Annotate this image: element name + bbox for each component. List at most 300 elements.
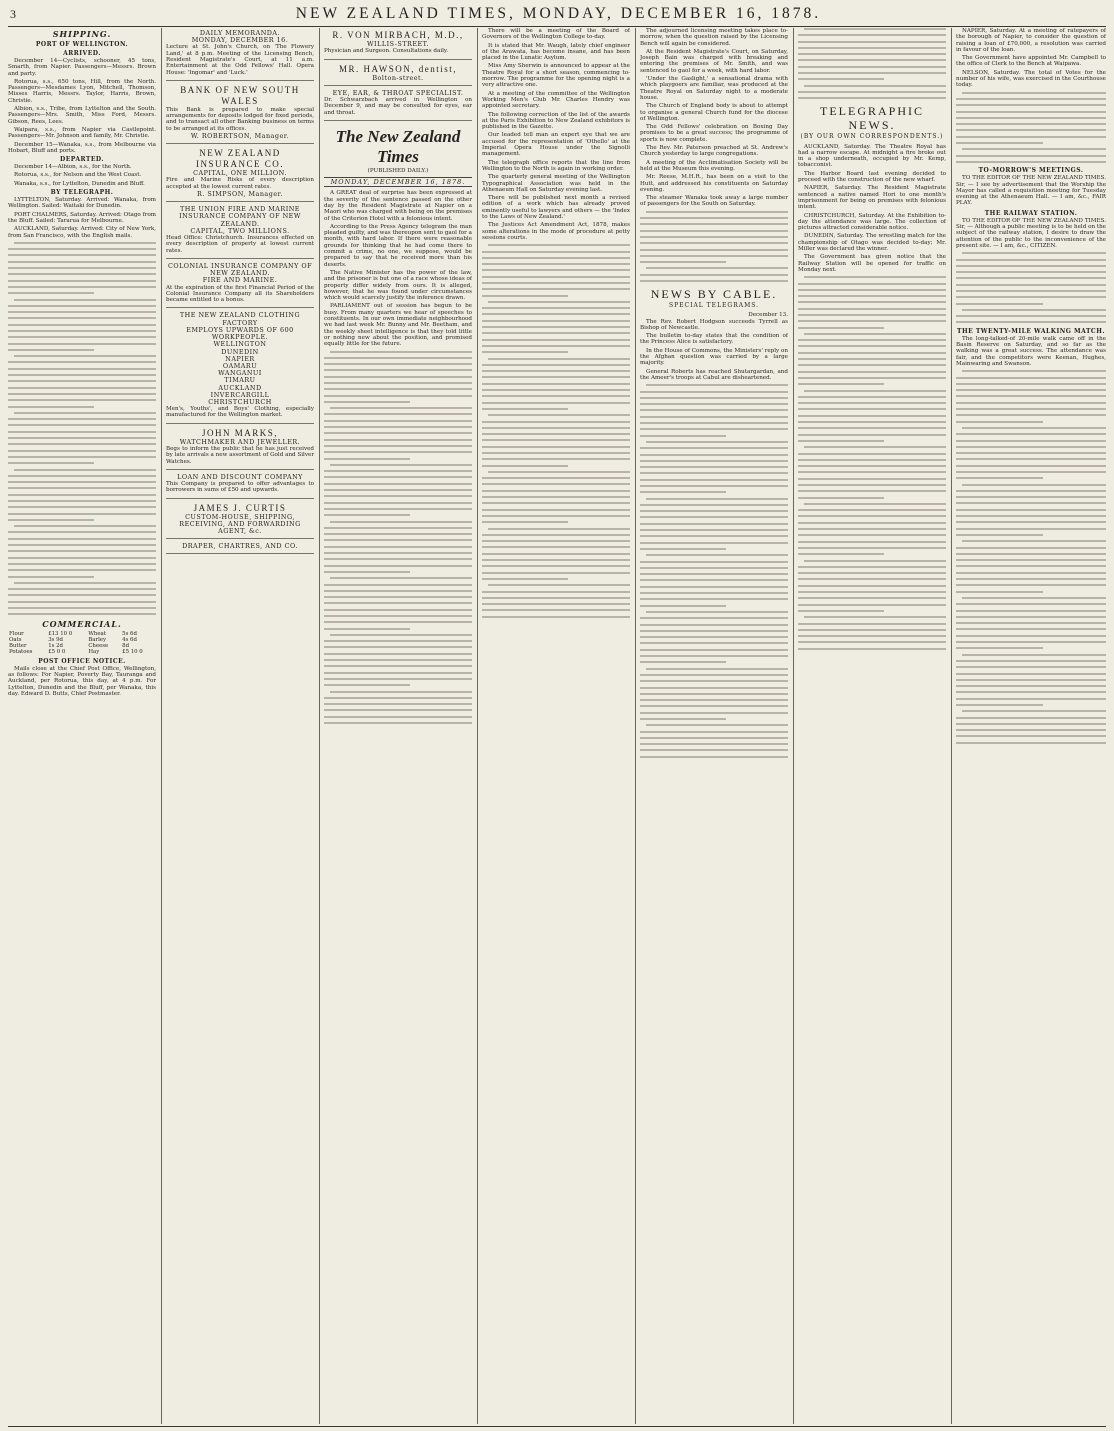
text-line — [8, 349, 94, 351]
text-line — [956, 521, 1106, 523]
telegraph-paragraph: AUCKLAND, Saturday. The Theatre Royal has had a narrow escape. At midnight a fire broke out in a shop underneath, occupied by Mr. Kemp, tobacconist. — [798, 143, 946, 169]
text-line — [8, 254, 156, 256]
commercial-heading: COMMERCIAL. — [42, 618, 122, 629]
text-line — [324, 439, 472, 441]
text-line — [798, 528, 946, 530]
column-divider — [635, 28, 636, 1424]
walking-match-body-text — [956, 370, 1106, 744]
text-line — [956, 452, 1106, 454]
text-line — [640, 642, 788, 644]
text-line — [640, 485, 788, 487]
text-line — [640, 516, 788, 518]
table-cell: Cheese — [88, 642, 109, 649]
text-line — [482, 616, 630, 618]
text-line — [956, 98, 1106, 100]
text-line — [324, 546, 472, 548]
text-line — [956, 735, 1106, 737]
text-line — [962, 252, 1106, 254]
text-line — [482, 313, 630, 315]
text-line — [956, 578, 1106, 580]
text-line — [956, 729, 1106, 731]
text-line — [798, 289, 946, 291]
text-line — [640, 699, 788, 701]
clothing-branch: AUCKLAND — [218, 383, 262, 392]
draper-title: DRAPER, CHARTRES, AND CO. — [182, 542, 298, 551]
curtis-sub: CUSTOM-HOUSE, SHIPPING, RECEIVING, AND FORWARDING AGENT, &c. — [179, 512, 301, 536]
text-line — [640, 454, 788, 456]
text-line — [8, 361, 156, 363]
walking-match-heading: THE TWENTY-MILE WALKING MATCH. — [957, 327, 1105, 335]
text-line — [482, 408, 568, 410]
text-line — [798, 459, 946, 461]
text-line — [8, 462, 94, 464]
local-news-continued — [640, 28, 788, 208]
telegraph-paragraph: CHRISTCHURCH, Saturday. At the Exhibition to-day the attendance was large. The collection of pictures attracted considerable notice. — [798, 212, 946, 232]
text-line — [324, 508, 472, 510]
union-text: Head Office: Christchurch. Insurances effected on every description of property at lowest current rates. — [166, 235, 314, 254]
text-line — [956, 572, 1106, 574]
text-line — [324, 697, 472, 699]
nameplate-subtitle: (PUBLISHED DAILY.) — [367, 167, 429, 174]
text-line — [798, 578, 946, 580]
provincial-paragraph: The Government have appointed Mr. Campbell to the office of Clerk to the Bench at Waipawa. — [956, 55, 1106, 68]
text-line — [956, 565, 1106, 567]
text-line — [956, 161, 1106, 163]
text-line — [482, 446, 630, 448]
union-title: THE UNION FIRE AND MARINE INSURANCE COMPANY OF NEW ZEALAND. — [179, 205, 301, 228]
text-line — [798, 301, 946, 303]
text-line — [8, 286, 156, 288]
telegraph-heading: BY TELEGRAPH. — [50, 189, 114, 197]
text-line — [798, 490, 946, 492]
text-line — [956, 490, 1106, 492]
text-line — [8, 437, 156, 439]
text-line — [798, 97, 946, 99]
text-line — [956, 271, 1106, 273]
text-line — [8, 418, 156, 420]
text-line — [956, 723, 1106, 725]
column-6 — [798, 28, 946, 1424]
text-line — [8, 330, 156, 332]
text-line — [640, 397, 788, 399]
text-line — [482, 276, 630, 278]
provincial-paragraph: NAPIER, Saturday. At a meeting of ratepayers of the borough of Napier, to consider the question of raising a loan of £70,000, a resolution was carried in favour of the loan. — [956, 28, 1106, 53]
text-line — [956, 136, 1106, 138]
bank-advertisement — [166, 83, 314, 144]
text-line — [956, 104, 1106, 106]
walking-match-article — [956, 328, 1106, 367]
text-line — [640, 561, 788, 563]
text-line — [798, 515, 946, 517]
text-line — [324, 653, 472, 655]
text-line — [798, 478, 946, 480]
memoranda-date: MONDAY, DECEMBER 16. — [191, 36, 289, 45]
text-line — [482, 452, 630, 454]
text-line — [482, 477, 630, 479]
footer-rule — [8, 1426, 1106, 1427]
local-news-body-text — [482, 244, 630, 618]
text-line — [956, 553, 1106, 555]
telegraph-lead-text — [798, 28, 946, 99]
marks-title: JOHN MARKS, — [201, 427, 278, 438]
news-paragraph: Miss Amy Sherwin is announced to appear at the Theatre Royal for a short season, commencing to-morrow. The programme for the opening night is a very attractive one. — [482, 63, 630, 89]
text-line — [798, 408, 946, 410]
text-line — [956, 603, 1106, 605]
text-line — [640, 466, 788, 468]
text-line — [324, 684, 410, 686]
text-line — [324, 527, 472, 529]
cable-paragraph: The bulletin to-day states that the condition of the Princess Alice is satisfactory. — [640, 333, 788, 346]
text-line — [646, 211, 788, 213]
text-line — [640, 548, 726, 550]
text-line — [798, 509, 946, 511]
text-line — [324, 590, 472, 592]
telegraph-entry: PORT CHALMERS, Saturday. Arrived: Otago from the Bluff. Sailed: Tararua for Melbourne. — [8, 211, 156, 224]
text-line — [798, 610, 884, 612]
text-line — [8, 292, 94, 294]
text-line — [330, 351, 472, 353]
text-line — [798, 47, 946, 49]
news-paragraph: Our leaded tell man an expert eye that we are accused for the representation of 'Othello' at the Imperial Opera House under the Signolli management. — [482, 132, 630, 158]
text-line — [798, 453, 946, 455]
text-line — [956, 465, 1106, 467]
departure-entry: Wanaka, s.s., for Lyttelton, Dunedin and Bluff. — [14, 180, 145, 187]
news-paragraph: The Rev. Mr. Paterson preached at St. Andrew's Church yesterday to large congregations. — [640, 145, 788, 158]
bank-title: BANK OF NEW SOUTH WALES — [180, 84, 300, 106]
table-cell: Butter — [9, 642, 27, 649]
text-line — [8, 588, 156, 590]
text-line — [956, 402, 1106, 404]
text-line — [482, 288, 630, 290]
news-paragraph: A meeting of the Acclimatisation Society will be held at the Museum this evening. — [640, 159, 788, 172]
text-line — [956, 414, 1106, 416]
text-line — [798, 465, 946, 467]
cable-news-heading: NEWS BY CABLE. — [650, 286, 778, 301]
text-line — [482, 609, 630, 611]
hawson-sub: Bolton-street. — [372, 73, 424, 82]
text-line — [640, 242, 788, 244]
text-line — [798, 314, 946, 316]
text-line — [14, 412, 156, 414]
text-line — [798, 434, 946, 436]
text-line — [956, 284, 1106, 286]
bank-signature: W. ROBERTSON, Manager. — [190, 132, 290, 141]
text-line — [640, 705, 788, 707]
local-news-body-text — [640, 211, 788, 282]
text-line — [8, 317, 156, 319]
text-line — [798, 339, 946, 341]
text-line — [482, 339, 630, 341]
text-line — [482, 565, 630, 567]
text-line — [798, 471, 946, 473]
text-line — [8, 368, 156, 370]
text-line — [640, 598, 788, 600]
text-line — [8, 311, 156, 313]
memoranda-text: Lecture at St. John's Church, on 'The Flowery Land,' at 8 p.m. Meeting of the Licensing Bench, Resident Magistrate's Court, at 11 a.m. Entertainment at the Odd Fellows' Hall. Opera House: 'Ingomar' and 'Luck.' — [166, 44, 314, 76]
bank-text: This Bank is prepared to make special arrangements for deposits lodged for fixed periods, and to transact all other Banking business on terms to be arranged at its offices. — [166, 106, 314, 132]
text-line — [8, 531, 156, 533]
text-line — [798, 421, 946, 423]
column-3 — [324, 28, 472, 1424]
text-line — [798, 572, 946, 574]
news-paragraph: At the Resident Magistrate's Court, on Saturday, Joseph Bain was charged with breaking and entering the premises of Mr. Smith, and was sentenced to gaol for a week, with hard labor. — [640, 48, 788, 74]
text-line — [8, 506, 156, 508]
commercial-table — [8, 631, 156, 655]
text-line — [640, 535, 788, 537]
text-line — [324, 659, 472, 661]
text-line — [482, 320, 630, 322]
cable-paragraph: The Rev. Robert Hodgson succeeds Tyrrell as Bishop of Newcastle. — [640, 318, 788, 331]
text-line — [956, 622, 1106, 624]
text-line — [324, 678, 472, 680]
text-line — [8, 569, 156, 571]
text-line — [488, 301, 630, 303]
text-line — [324, 476, 472, 478]
marks-text: Begs to inform the public that he has just received by late arrivals a new assortment of Gold and Silver Watches. — [166, 445, 314, 465]
text-line — [798, 72, 946, 74]
text-line — [14, 582, 156, 584]
text-line — [956, 547, 1106, 549]
clothing-sub: EMPLOYS UPWARDS OF 600 WORKPEOPLE. — [186, 325, 294, 342]
text-line — [956, 704, 1043, 706]
text-line — [8, 538, 156, 540]
text-line — [956, 111, 1106, 113]
text-line — [956, 265, 1106, 267]
provincial-paragraph: NELSON, Saturday. The total of Votes for the number of his wife, was exercised in the Courthouse today. — [956, 69, 1106, 89]
telegraphic-news-heading: TELEGRAPHIC NEWS. — [820, 104, 924, 133]
text-line — [646, 267, 788, 269]
cable-news-subheading: SPECIAL TELEGRAMS. — [668, 301, 760, 309]
loan-advertisement — [166, 472, 314, 499]
text-line — [962, 484, 1106, 486]
text-line — [646, 498, 788, 500]
text-line — [640, 249, 788, 251]
column-divider — [161, 28, 162, 1424]
text-line — [640, 491, 726, 493]
text-line — [8, 450, 156, 452]
telegraph-entry: AUCKLAND, Saturday. Arrived: City of New York, from San Francisco, with the English mails. — [8, 226, 156, 239]
text-line — [8, 324, 156, 326]
text-line — [956, 142, 1043, 144]
text-line — [8, 343, 156, 345]
text-line — [956, 673, 1106, 675]
shipping-body-text — [8, 242, 156, 616]
text-line — [640, 255, 788, 257]
text-line — [798, 78, 884, 80]
text-line — [956, 321, 1106, 323]
text-line — [962, 710, 1106, 712]
text-line — [640, 236, 788, 238]
text-line — [640, 636, 788, 638]
page-number-left: 3 — [10, 6, 16, 21]
table-cell: £13 10 0 — [48, 630, 73, 637]
text-line — [8, 519, 94, 521]
text-line — [956, 679, 1106, 681]
clothing-branch: WELLINGTON — [213, 340, 267, 349]
hawson-advertisement — [324, 62, 472, 86]
provincial-body-text — [956, 92, 1106, 163]
text-line — [324, 401, 410, 403]
text-line — [798, 320, 946, 322]
newspaper-page — [8, 28, 1106, 1424]
text-line — [956, 616, 1106, 618]
text-line — [956, 290, 1106, 292]
text-line — [798, 484, 946, 486]
text-line — [482, 263, 630, 265]
text-line — [804, 390, 946, 392]
text-line — [798, 358, 946, 360]
text-line — [640, 674, 788, 676]
text-line — [798, 66, 946, 68]
text-line — [640, 542, 788, 544]
text-line — [956, 117, 1106, 119]
post-office-heading: POST OFFICE NOTICE. — [38, 657, 126, 665]
news-paragraph: The Church of England body is about to attempt to organise a general Church fund for the diocese of Wellington. — [640, 103, 788, 122]
text-line — [798, 295, 946, 297]
text-line — [956, 303, 1043, 305]
text-line — [8, 280, 156, 282]
text-line — [482, 502, 630, 504]
text-line — [8, 305, 156, 307]
text-line — [956, 296, 1106, 298]
specialist-title: EYE, EAR, & THROAT SPECIALIST. — [332, 88, 464, 97]
departure-entry: Rotorua, s.s., for Nelson and the West Coast. — [14, 172, 142, 179]
marks-advertisement — [166, 426, 314, 470]
text-line — [324, 420, 472, 422]
text-line — [956, 647, 1043, 649]
text-line — [324, 426, 472, 428]
telegraph-paragraph: The Harbor Board last evening decided to proceed with the construction of the new wharf. — [798, 170, 946, 184]
text-line — [798, 541, 946, 543]
clothing-branch: CHRISTCHURCH — [208, 397, 272, 406]
meetings-letter — [956, 167, 1106, 206]
text-line — [640, 624, 788, 626]
table-cell: 3s 9d — [48, 636, 63, 643]
marks-sub: WATCHMAKER AND JEWELLER. — [179, 437, 301, 446]
column-5 — [640, 28, 788, 1424]
text-line — [482, 483, 630, 485]
text-line — [798, 427, 946, 429]
text-line — [324, 458, 410, 460]
colonial-text: At the expiration of the first Financial Period of the Colonial Insurance Company all its Shareholders became entitled to a bonus. — [166, 284, 314, 304]
text-line — [482, 509, 630, 511]
text-line — [640, 274, 788, 276]
text-line — [798, 34, 946, 36]
text-line — [488, 471, 630, 473]
table-row — [8, 649, 156, 655]
text-line — [640, 579, 788, 581]
text-line — [330, 464, 472, 466]
cable-paragraph: General Roberts has reached Shutargardan, and the Ameer's troops at Cabul are disheartened. — [640, 368, 788, 381]
text-line — [640, 403, 788, 405]
text-line — [640, 391, 788, 393]
text-line — [804, 503, 946, 505]
text-line — [640, 510, 788, 512]
text-line — [324, 432, 472, 434]
loan-text: This Company is prepared to offer advantages to borrowers in sums of £50 and upwards. — [166, 481, 314, 494]
daily-memoranda — [166, 28, 314, 81]
text-line — [482, 251, 630, 253]
text-line — [798, 364, 946, 366]
text-line — [324, 382, 472, 384]
mirbach-sub: WILLIS-STREET. — [366, 40, 429, 48]
text-line — [482, 389, 630, 391]
text-line — [482, 269, 630, 271]
column-1 — [8, 28, 156, 1424]
text-line — [482, 597, 630, 599]
text-line — [482, 490, 630, 492]
arrival-entry: December 14—Cyclists, schooner, 45 tons, Smarth, from Napier. Passengers—Messrs. Brown and party. — [8, 58, 156, 77]
clothing-branch: WANGANUI — [218, 369, 262, 378]
text-line — [8, 443, 156, 445]
text-line — [482, 591, 630, 593]
text-line — [14, 242, 156, 244]
text-line — [956, 509, 1106, 511]
commercial-section — [8, 620, 156, 655]
text-line — [14, 355, 156, 357]
text-line — [798, 308, 946, 310]
departure-entry: December 14—Albion, s.s., for the North. — [14, 164, 132, 171]
leader-paragraph: According to the Press Agency telegram the man pleaded guilty, and was thereupon sent to gaol for a month, with hard labor. If there were reasonable grounds for thinking that he had come there to commit a crime, no one, we suppose, would be prepared to say that he received more than his deserts. — [324, 223, 472, 268]
text-line — [324, 533, 472, 535]
meetings-heading: TO-MORROW'S MEETINGS. — [978, 167, 1084, 175]
column-7 — [956, 28, 1106, 1424]
text-line — [482, 496, 630, 498]
text-line — [324, 722, 472, 724]
text-line — [640, 447, 788, 449]
telegraph-paragraph: The Government has given notice that the Railway Station will be opened for traffic on Monday next. — [798, 254, 946, 273]
text-line — [324, 495, 472, 497]
colonial-insurance-advertisement — [166, 261, 314, 309]
text-line — [8, 494, 156, 496]
clothing-branch: TIMARU — [224, 376, 256, 385]
curtis-title: JAMES J. CURTIS — [193, 502, 287, 513]
text-line — [640, 586, 788, 588]
text-line — [482, 295, 568, 297]
text-line — [482, 433, 630, 435]
text-line — [804, 276, 946, 278]
clothing-branch: DUNEDIN — [221, 347, 259, 356]
text-line — [8, 424, 156, 426]
text-line — [324, 451, 472, 453]
shipping-section — [8, 30, 156, 239]
text-line — [324, 376, 472, 378]
text-line — [324, 357, 472, 359]
text-line — [956, 129, 1106, 131]
text-line — [14, 299, 156, 301]
meetings-text: TO THE EDITOR OF THE NEW ZEALAND TIMES. Sir, — I see by advertisement that the Worship the Mayor has called a requisition meeting for Tuesday evening at the Athenaeum Hall. — I am, &c., FAIR PLAY. — [956, 175, 1106, 207]
column-divider — [319, 28, 320, 1424]
telegraphic-news-section — [798, 144, 946, 274]
text-line — [956, 660, 1106, 662]
text-line — [640, 687, 788, 689]
text-line — [482, 578, 568, 580]
text-line — [804, 560, 946, 562]
text-line — [482, 572, 630, 574]
clothing-branch: INVERCARGILL — [210, 390, 270, 399]
text-line — [8, 336, 156, 338]
text-line — [640, 479, 788, 481]
text-line — [798, 377, 946, 379]
news-paragraph: At a meeting of the committee of the Wellington Working Men's Club Mr. Charles Hendry was appointed secretary. — [482, 90, 630, 110]
text-line — [324, 558, 472, 560]
cable-news-body-text — [640, 384, 788, 758]
text-line — [482, 257, 630, 259]
leader-paragraph: A GREAT deal of surprise has been expressed at the severity of the sentence passed on the other day by the Resident Magistrate at Napier on a Maori who was charged with being on the premises of the Criterion Hotel with a felonious intent. — [324, 190, 472, 222]
telegraphic-body-text — [798, 276, 946, 650]
text-line — [8, 380, 156, 382]
text-line — [8, 393, 156, 395]
